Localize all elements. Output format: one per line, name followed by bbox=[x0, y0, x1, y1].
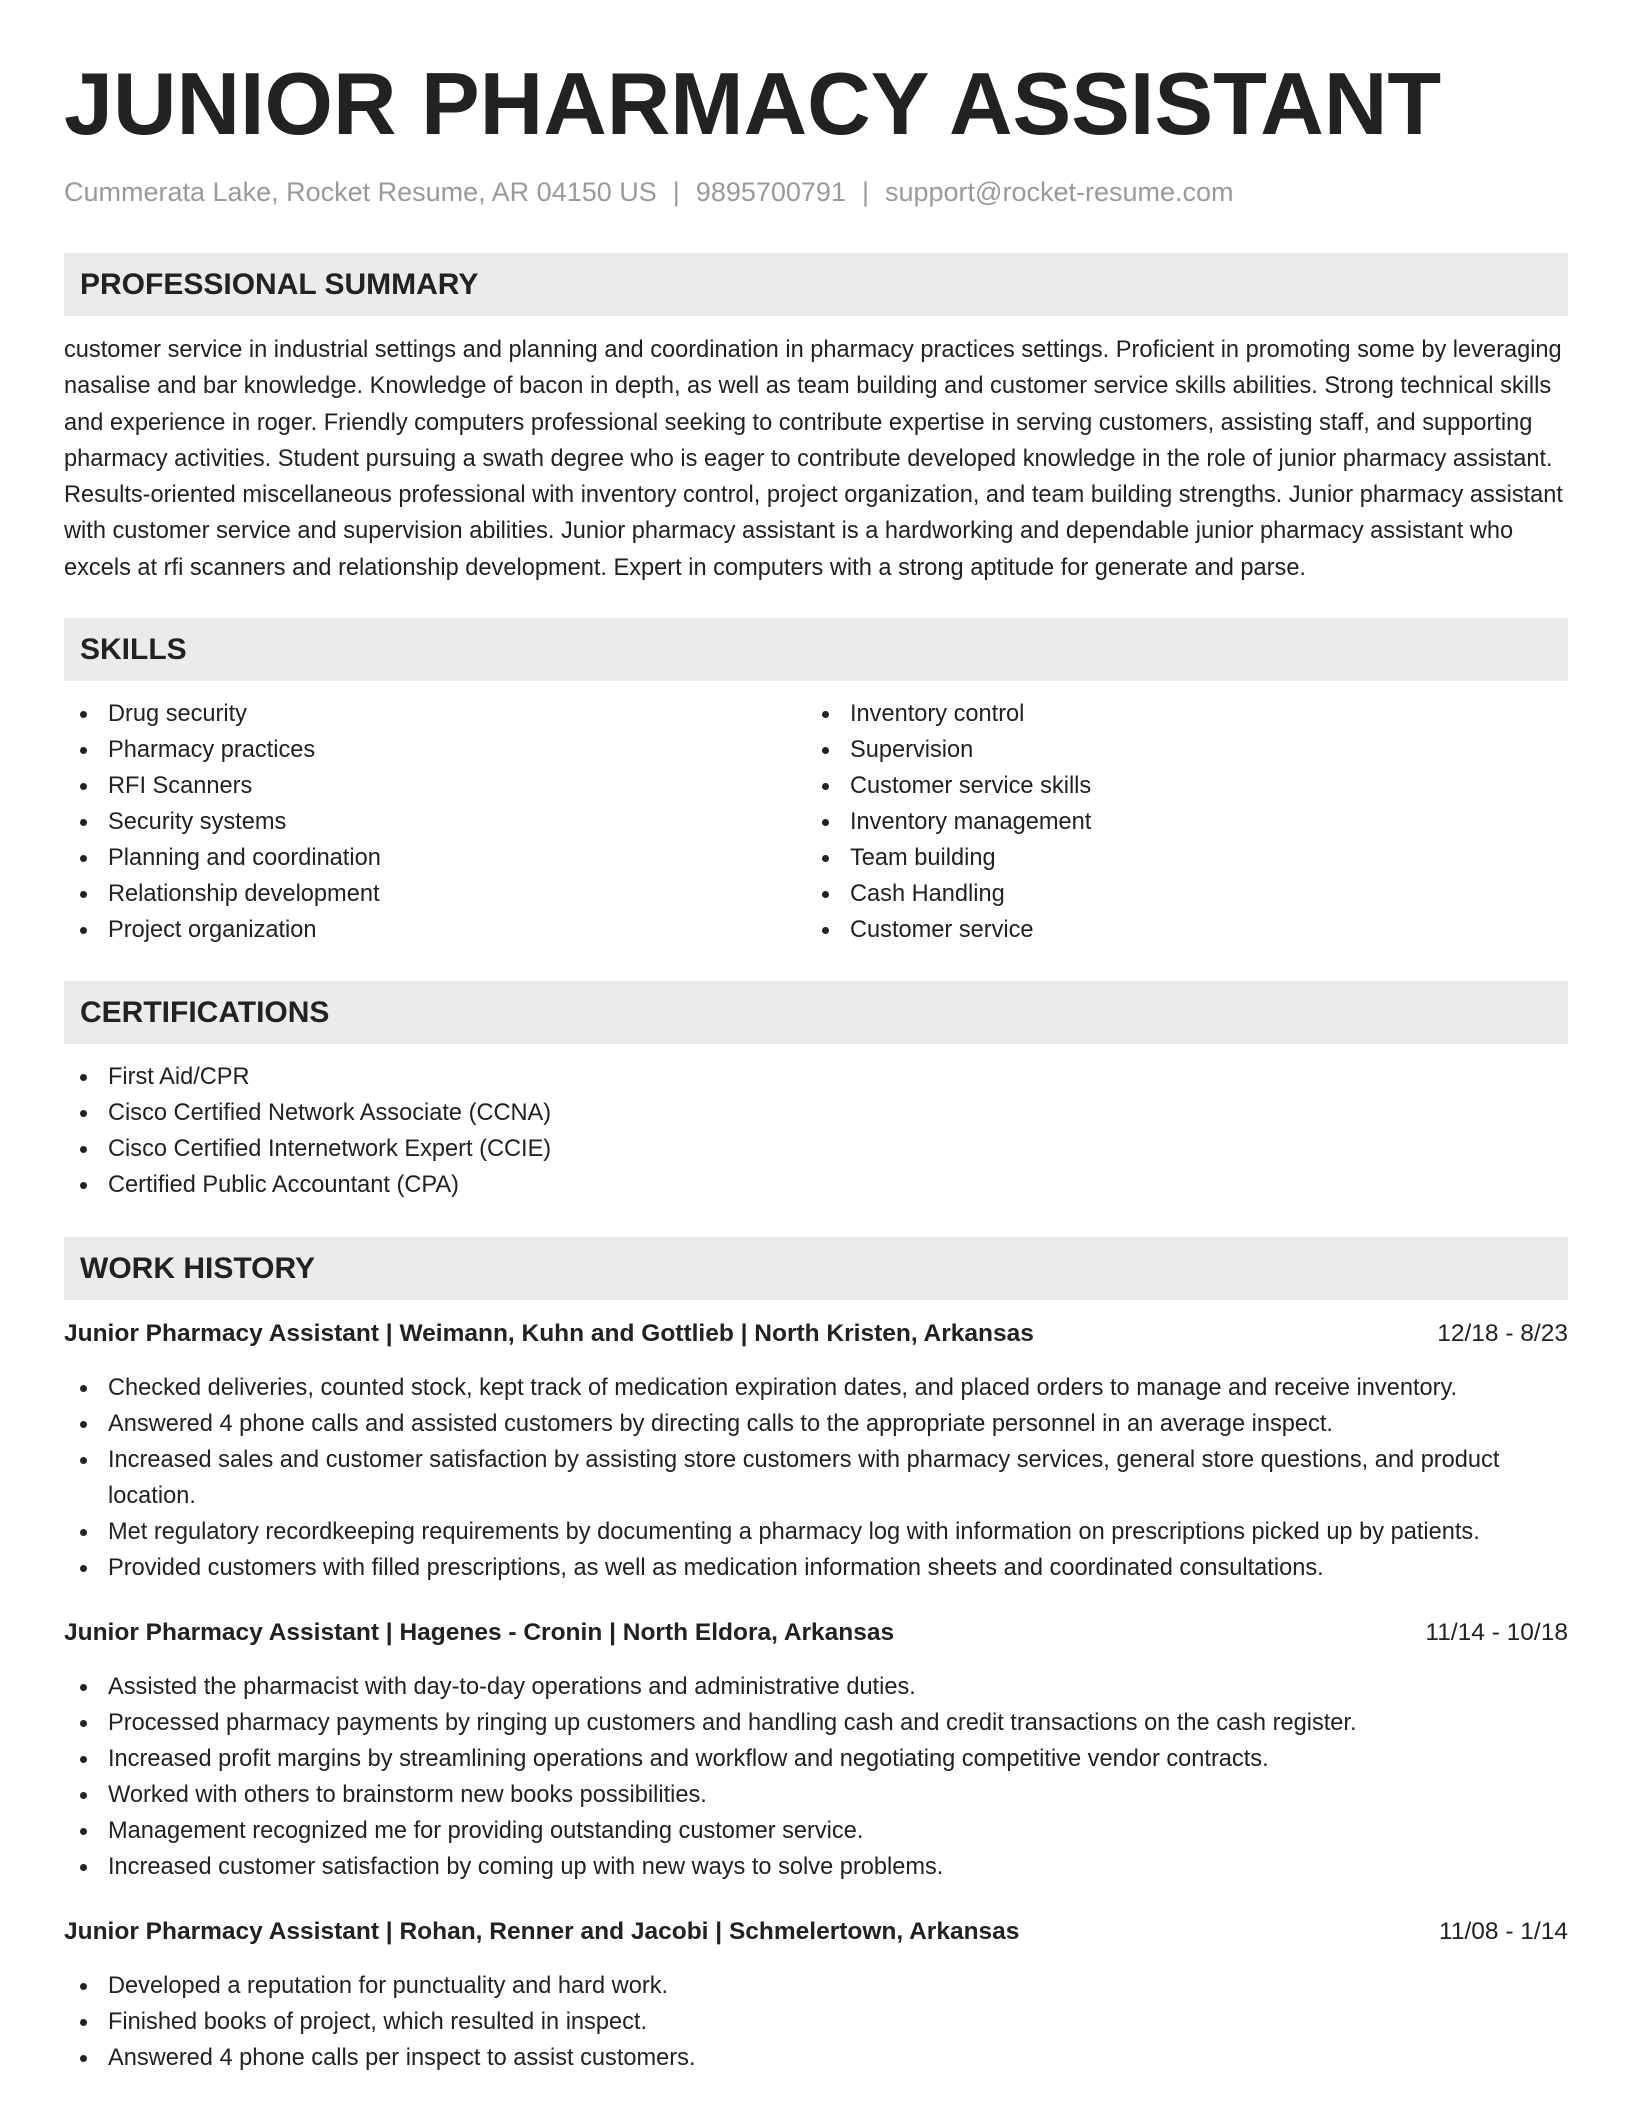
contact-separator: | bbox=[672, 177, 680, 207]
job-bullet: Answered 4 phone calls and assisted customers by directing calls to the appropriate personnel in an average inspect. bbox=[64, 1406, 1568, 1442]
certifications-heading: CERTIFICATIONS bbox=[64, 981, 1568, 1044]
job-bullet: Increased sales and customer satisfaction by assisting store customers with pharmacy services, general store questions, and product location. bbox=[64, 1442, 1568, 1514]
skill-item: Customer service skills bbox=[806, 768, 1548, 804]
job-bullet: Increased profit margins by streamlining operations and workflow and negotiating competitive vendor contracts. bbox=[64, 1741, 1568, 1777]
job-entry bbox=[64, 1615, 1568, 1885]
job-bullet: Checked deliveries, counted stock, kept track of medication expiration dates, and placed orders to manage and receive inventory. bbox=[64, 1370, 1568, 1406]
job-bullets bbox=[64, 1968, 1568, 2076]
summary-heading: PROFESSIONAL SUMMARY bbox=[64, 253, 1568, 316]
certification-item: Cisco Certified Internetwork Expert (CCIE) bbox=[64, 1131, 1568, 1167]
skill-item: Team building bbox=[806, 840, 1548, 876]
job-bullet: Processed pharmacy payments by ringing up customers and handling cash and credit transactions on the cash register. bbox=[64, 1705, 1568, 1741]
job-header bbox=[64, 1914, 1568, 1950]
job-bullet: Developed a reputation for punctuality and hard work. bbox=[64, 1968, 1568, 2004]
job-bullet: Met regulatory recordkeeping requirements by documenting a pharmacy log with information on prescriptions picked up by patients. bbox=[64, 1514, 1568, 1550]
skill-item: Drug security bbox=[64, 696, 806, 732]
job-title: Junior Pharmacy Assistant | Hagenes - Cronin | North Eldora, Arkansas bbox=[64, 1619, 895, 1647]
job-header bbox=[64, 1316, 1568, 1352]
skill-item: Supervision bbox=[806, 732, 1548, 768]
job-title: Junior Pharmacy Assistant | Rohan, Renner and Jacobi | Schmelertown, Arkansas bbox=[64, 1918, 1020, 1946]
job-entry bbox=[64, 1914, 1568, 2076]
job-dates: 11/14 - 10/18 bbox=[1425, 1619, 1568, 1647]
job-bullets bbox=[64, 1669, 1568, 1885]
skill-item: Cash Handling bbox=[806, 876, 1548, 912]
skill-item: Pharmacy practices bbox=[64, 732, 806, 768]
contact-email[interactable]: support@rocket-resume.com bbox=[884, 177, 1234, 207]
contact-phone: 9895700791 bbox=[695, 177, 846, 207]
skill-item: Inventory control bbox=[806, 696, 1548, 732]
resume-page bbox=[64, 0, 1568, 2076]
job-entry bbox=[64, 1316, 1568, 1586]
work-history-heading: WORK HISTORY bbox=[64, 1237, 1568, 1300]
contact-separator: | bbox=[861, 177, 869, 207]
skill-item: Relationship development bbox=[64, 876, 806, 912]
skills-heading: SKILLS bbox=[64, 618, 1568, 681]
skills-column-right bbox=[806, 696, 1548, 948]
job-title: Junior Pharmacy Assistant | Weimann, Kuhn and Gottlieb | North Kristen, Arkansas bbox=[64, 1320, 1034, 1348]
skills-column-left bbox=[64, 696, 806, 948]
certification-item: Certified Public Accountant (CPA) bbox=[64, 1167, 1568, 1203]
skill-item: Customer service bbox=[806, 912, 1548, 948]
job-bullet: Worked with others to brainstorm new books possibilities. bbox=[64, 1777, 1568, 1813]
summary-text: customer service in industrial settings and planning and coordination in pharmacy practices settings. Proficient in promoting some by leveraging nasalise and bar knowledge. Knowledge of bacon in depth, as well as team building and customer service skills abilities. Strong technical skills and experience in roger. Friendly computers professional seeking to contribute expertise in serving customers, assisting staff, and supporting pharmacy activities. Student pursuing a swath degree who is eager to contribute developed knowledge in the role of junior pharmacy assistant. Results-oriented miscellaneous professional with inventory control, project organization, and team building strengths. Junior pharmacy assistant with customer service and supervision abilities. Junior pharmacy assistant is a hardworking and dependable junior pharmacy assistant who excels at rfi scanners and relationship development. Expert in computers with a strong aptitude for generate and parse. bbox=[64, 337, 1563, 581]
job-bullet: Provided customers with filled prescriptions, as well as medication information sheets and coordinated consultations. bbox=[64, 1550, 1568, 1586]
skill-item: Inventory management bbox=[806, 804, 1548, 840]
skill-item: Security systems bbox=[64, 804, 806, 840]
skill-item: Planning and coordination bbox=[64, 840, 806, 876]
certification-item: First Aid/CPR bbox=[64, 1059, 1568, 1095]
job-bullet: Finished books of project, which resulted in inspect. bbox=[64, 2004, 1568, 2040]
job-header bbox=[64, 1615, 1568, 1651]
job-bullets bbox=[64, 1370, 1568, 1586]
candidate-name: JUNIOR PHARMACY ASSISTANT bbox=[64, 54, 1442, 153]
job-bullet: Management recognized me for providing outstanding customer service. bbox=[64, 1813, 1568, 1849]
contact-address: Cummerata Lake, Rocket Resume, AR 04150 US bbox=[64, 177, 657, 207]
job-bullet: Increased customer satisfaction by coming up with new ways to solve problems. bbox=[64, 1849, 1568, 1885]
certifications-list bbox=[64, 1059, 1568, 1203]
certification-item: Cisco Certified Network Associate (CCNA) bbox=[64, 1095, 1568, 1131]
job-dates: 12/18 - 8/23 bbox=[1437, 1320, 1568, 1348]
job-bullet: Answered 4 phone calls per inspect to assist customers. bbox=[64, 2040, 1568, 2076]
skill-item: RFI Scanners bbox=[64, 768, 806, 804]
skills-list bbox=[64, 696, 1568, 948]
skill-item: Project organization bbox=[64, 912, 806, 948]
contact-line bbox=[64, 174, 1568, 210]
job-bullet: Assisted the pharmacist with day-to-day operations and administrative duties. bbox=[64, 1669, 1568, 1705]
job-dates: 11/08 - 1/14 bbox=[1439, 1918, 1568, 1946]
